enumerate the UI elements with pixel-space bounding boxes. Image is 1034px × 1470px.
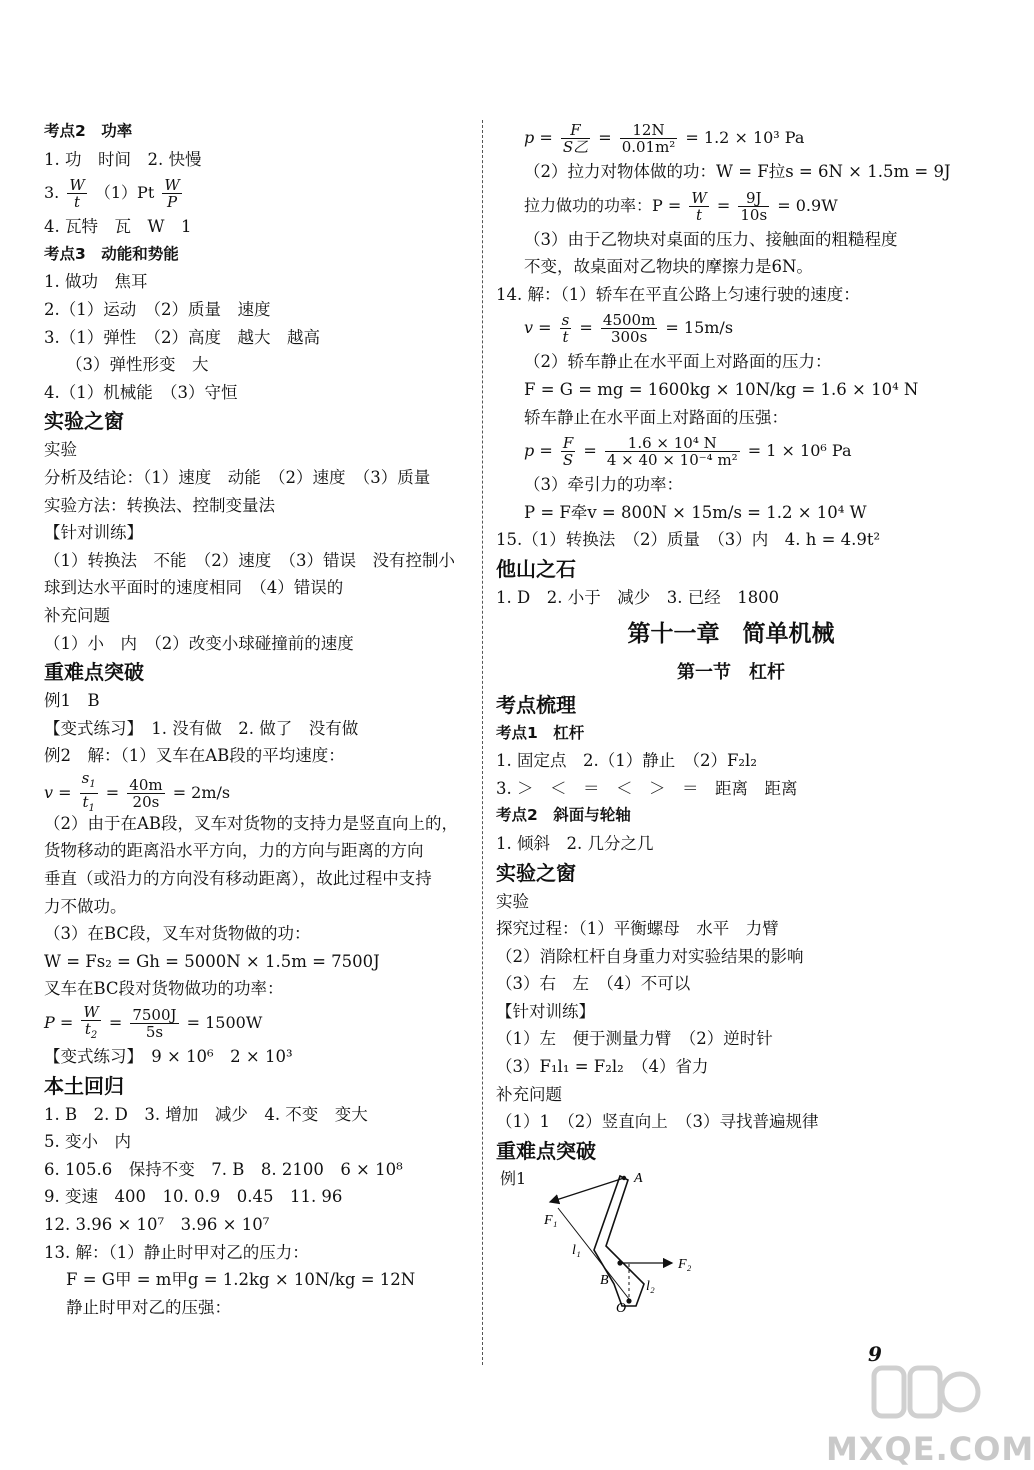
point-b xyxy=(617,1260,622,1265)
answer-line: 补充问题 xyxy=(44,605,110,625)
label-a: A xyxy=(634,1170,643,1186)
answer-line: F = G甲 = m甲g = 1.2kg × 10N/kg = 12N xyxy=(66,1270,416,1290)
answer-line: 补充问题 xyxy=(496,1084,562,1104)
answer-line: 6. 105.6 保持不变 7. B 8. 2100 6 × 10⁸ xyxy=(44,1159,403,1179)
section-heading-experiment: 实验之窗 xyxy=(44,409,124,434)
answer-line: 轿车静止在水平面上对路面的压强： xyxy=(524,407,788,427)
answer-line: 1. B 2. D 3. 增加 减少 4. 不变 变大 xyxy=(44,1104,368,1124)
answer-line: 1. D 2. 小于 减少 3. 已经 1800 xyxy=(496,587,780,607)
equation-power: P = $\frac{W}{t_2}$ = $\frac{7500J}{5s}$ = 1500W xyxy=(44,1002,263,1042)
answer-line: 3.（1）弹性 （2）高度 越大 越高 xyxy=(44,327,320,347)
answer-line: （3）在BC段，叉车对货物做的功： xyxy=(44,924,311,944)
equation-speed: v = $\frac{s}{t}$ = $\frac{4500m}{300s}$ = 15m/s xyxy=(524,311,734,347)
answer-line: （2）拉力对物体做的功：W = F拉s = 6N × 1.5m = 9J xyxy=(524,162,951,181)
equation-velocity: v = $\frac{s_1}{t_1}$ = $\frac{40m}{20s}$ = 2m/s xyxy=(44,768,231,814)
answer-line: 14. 解：（1）轿车在平直公路上匀速行驶的速度： xyxy=(496,284,860,304)
answer-line: 探究过程：（1）平衡螺母 水平 力臂 xyxy=(496,919,779,939)
label-b: B xyxy=(600,1272,609,1288)
equation-car-pressure: p = $\frac{F}{S}$ = $\frac{\text{1.6 × 10⁴ N}}{\text{4 × 40 × 10⁻⁴ m²}}$ = 1 × 10⁶ Pa xyxy=(524,434,852,470)
answer-line: （3）牵引力的功率： xyxy=(524,475,683,495)
right-column xyxy=(496,118,966,1316)
answer-line: 实验方法：转换法、控制变量法 xyxy=(44,495,275,515)
section-heading-experiment-2: 实验之窗 xyxy=(496,860,576,885)
section-heading-local: 本土回归 xyxy=(44,1073,124,1098)
kaodian2-title: 考点2 功率 xyxy=(44,122,133,140)
arm-l1-line xyxy=(558,1208,629,1299)
answer-line: （2）轿车静止在水平面上对路面的压力： xyxy=(524,352,832,372)
answer-line: 实验 xyxy=(496,891,529,911)
answer-line: 4. 瓦特 瓦 W 1 xyxy=(44,217,192,237)
column-divider xyxy=(482,120,483,1365)
section-heading-review: 考点梳理 xyxy=(496,692,576,717)
answer-line: 9. 变速 400 10. 0.9 0.45 11. 96 xyxy=(44,1187,343,1207)
label-l1: l₁ xyxy=(572,1242,581,1258)
answer-line: 3. ＞ ＜ ＝ ＜ ＞ ＝ 距离 距离 xyxy=(496,778,798,798)
answer-line: 【变式练习】 9 × 10⁶ 2 × 10³ xyxy=(44,1047,293,1067)
answer-line: 【针对训练】 xyxy=(44,523,143,543)
answer-line: 13. 解：（1）静止时甲对乙的压力： xyxy=(44,1242,309,1262)
label-l2: l₂ xyxy=(646,1278,655,1294)
section-heading-key-points: 重难点突破 xyxy=(44,660,144,685)
kaodian2b-title: 考点2 斜面与轮轴 xyxy=(496,806,631,825)
answer-line: 垂直（或沿力的方向没有移动距离），故此过程中支持 xyxy=(44,869,432,889)
answer-line: （3）右 左 （4）不可以 xyxy=(496,974,691,994)
answer-line: 12. 3.96 × 10⁷ 3.96 × 10⁷ xyxy=(44,1215,270,1234)
answer-line: 球到达水平面时的速度相同 （4）错误的 xyxy=(44,578,344,598)
answer-line: F = G = mg = 1600kg × 10N/kg = 1.6 × 10⁴ N xyxy=(524,379,919,399)
answer-line: 分析及结论：（1）速度 动能 （2）速度 （3）质量 xyxy=(44,467,431,487)
label-f2: F₂ xyxy=(678,1256,692,1272)
answer-line: 2.（1）运动 （2）质量 速度 xyxy=(44,299,271,319)
equation-power-pull: 拉力做功的功率：P = $\frac{W}{t}$ = $\frac{9J}{10s}$ = 0.9W xyxy=(524,188,838,224)
answer-line: 叉车在BC段对货物做功的功率： xyxy=(44,979,284,999)
answer-line: （1）1 （2）竖直向上 （3）寻找普遍规律 xyxy=(496,1112,819,1132)
answer-line: （1）转换法 不能 （2）速度 （3）错误 没有控制小 xyxy=(44,550,455,570)
answer-line: 15.（1）转换法 （2）质量 （3）内 4. h = 4.9t² xyxy=(496,530,881,550)
answer-line: 1. 做功 焦耳 xyxy=(44,272,148,292)
answer-line: 例1 B xyxy=(44,691,100,711)
answer-line: （3）F₁l₁ = F₂l₂ （4）省力 xyxy=(496,1057,709,1077)
left-column xyxy=(44,118,474,1321)
example-label: 例1 xyxy=(500,1168,527,1188)
answer-line: （1）小 内 （2）改变小球碰撞前的速度 xyxy=(44,633,354,653)
kaodian1-title: 考点1 杠杆 xyxy=(496,723,585,742)
watermark-text: MXQE.COM xyxy=(826,1430,1034,1468)
fraction-w-p: $\frac{W}{P}$ xyxy=(164,176,180,212)
chapter-title: 第十一章 简单机械 xyxy=(627,620,835,647)
kaodian3-title: 考点3 动能和势能 xyxy=(44,244,179,263)
answer-line: （3）由于乙物块对桌面的压力、接触面的粗糙程度 xyxy=(524,229,898,249)
answer-line: 4.（1）机械能 （3）守恒 xyxy=(44,382,238,402)
label-f1: F₁ xyxy=(544,1212,558,1228)
label-o: O xyxy=(616,1300,627,1316)
answer-line: 不变，故桌面对乙物块的摩擦力是6N。 xyxy=(524,257,813,277)
point-a xyxy=(622,1176,626,1180)
lever-figure xyxy=(496,1166,966,1316)
answer-line: 1. 功 时间 2. 快慢 xyxy=(44,149,202,169)
answer-line: （2）由于在AB段，叉车对货物的支持力是竖直向上的， xyxy=(44,813,459,833)
answer-line: 静止时甲对乙的压强： xyxy=(66,1297,231,1317)
section-heading-key-points-2: 重难点突破 xyxy=(496,1138,596,1163)
answer-line: W = Fs₂ = Gh = 5000N × 1.5m = 7500J xyxy=(44,951,380,971)
answer-line: （3）弹性形变 大 xyxy=(66,355,209,375)
section-title: 第一节 杠杆 xyxy=(677,661,785,683)
answer-line: 5. 变小 内 xyxy=(44,1132,131,1152)
answer-line-fraction: 3. $\frac{W}{t}$ （1）Pt $\frac{W}{P}$ xyxy=(44,176,180,212)
answer-line: （2）消除杠杆自身重力对实验结果的影响 xyxy=(496,946,804,966)
answer-line: 例2 解：（1）叉车在AB段的平均速度： xyxy=(44,746,345,766)
lever-diagram xyxy=(536,1166,796,1316)
section-heading-other: 他山之石 xyxy=(496,556,576,581)
point-o xyxy=(626,1298,631,1303)
answer-line: 1. 固定点 2.（1）静止 （2）F₂l₂ xyxy=(496,751,757,771)
page-number: 9 xyxy=(868,1342,882,1366)
answer-line: （1）左 便于测量力臂 （2）逆时针 xyxy=(496,1029,773,1049)
answer-line: P = F牵v = 800N × 15m/s = 1.2 × 10⁴ W xyxy=(524,502,867,522)
watermark-logo xyxy=(870,1360,980,1426)
fraction-w-t: $\frac{W}{t}$ xyxy=(69,176,85,212)
answer-line: 实验 xyxy=(44,440,77,460)
answer-line: 【针对训练】 xyxy=(496,1001,595,1021)
answer-line: 力不做功。 xyxy=(44,896,127,916)
answer-line: 1. 倾斜 2. 几分之几 xyxy=(496,833,654,853)
answer-line: 货物移动的距离沿水平方向，力的方向与距离的方向 xyxy=(44,841,424,861)
equation-pressure: p = $\frac{F}{\text{S乙}}$ = $\frac{12N}{\text{0.01m²}}$ = 1.2 × 10³ Pa xyxy=(524,121,805,156)
answer-line: 【变式练习】 1. 没有做 2. 做了 没有做 xyxy=(44,718,359,738)
